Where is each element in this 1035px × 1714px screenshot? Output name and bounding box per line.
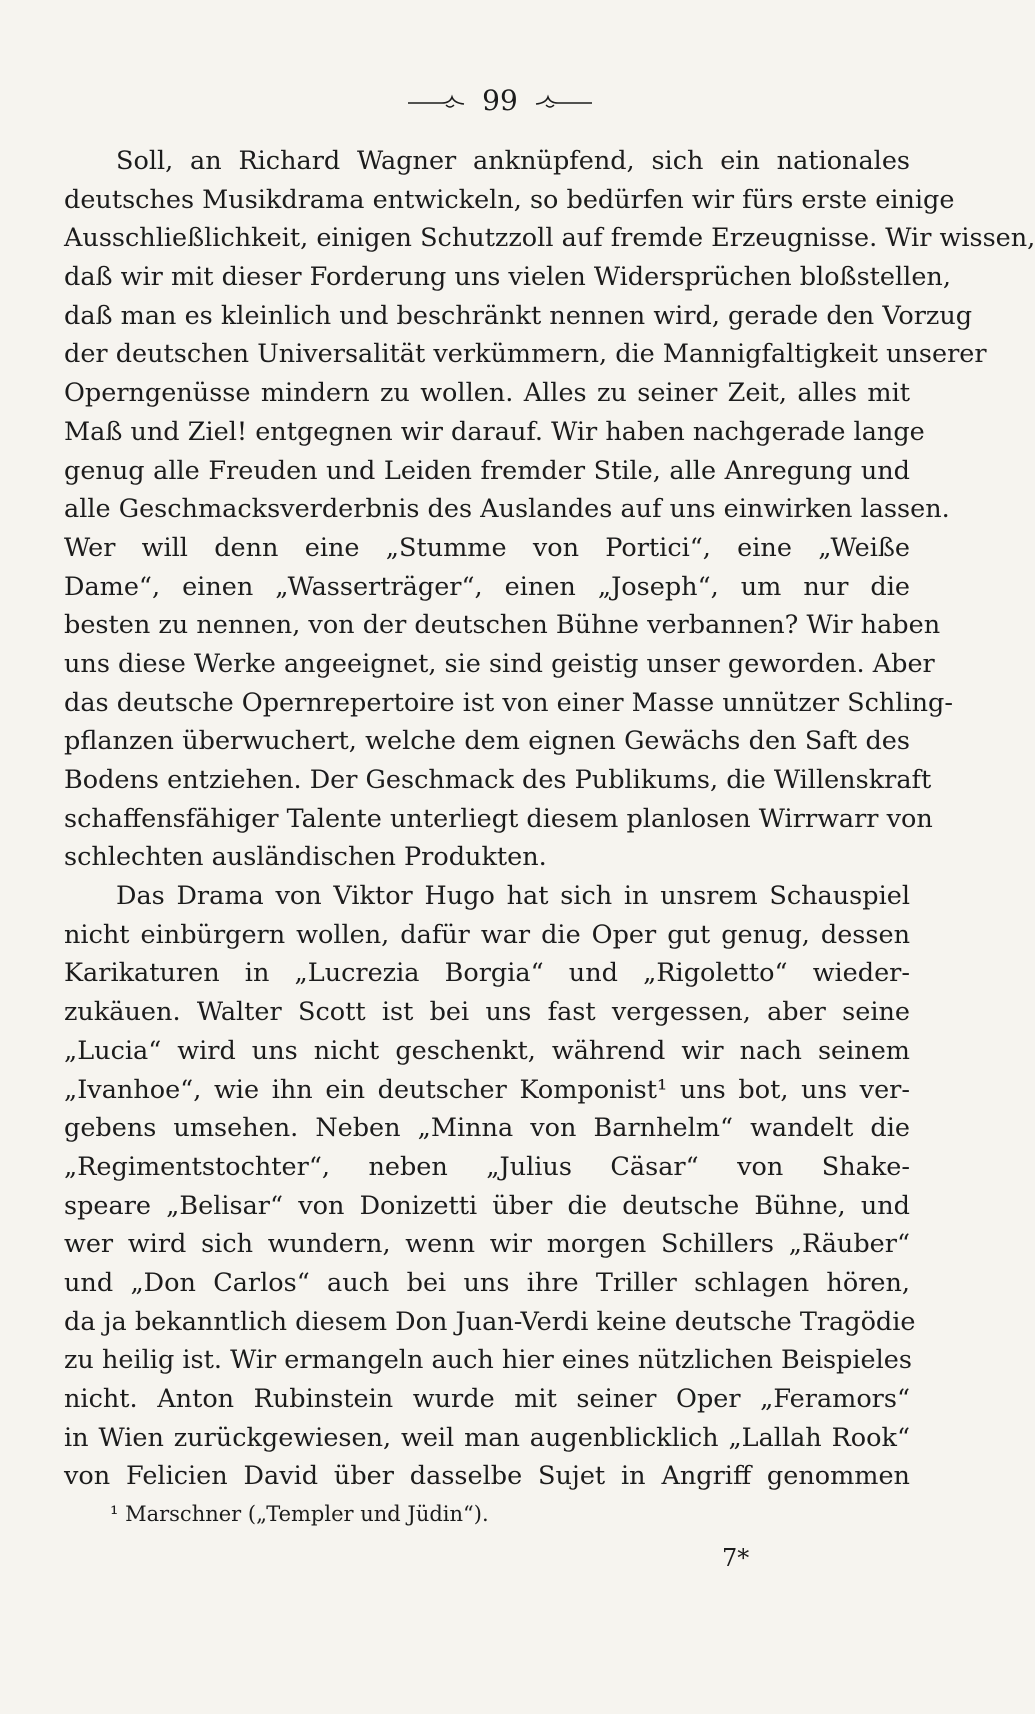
text-line: in Wien zurückgewiesen, weil man augenblicklich „Lallah Rook“ [64, 1422, 910, 1453]
page-number: 99 [482, 84, 518, 117]
text-line: besten zu nennen, von der deutschen Bühne verbannen? Wir haben [64, 610, 941, 641]
text-line: speare „Belisar“ von Donizetti über die deutsche Bühne, und [64, 1190, 910, 1221]
text-line: Dame“, einen „Wasserträger“, einen „Joseph“, um nur die [64, 571, 910, 602]
text-line: deutsches Musikdrama entwickeln, so bedürfen wir fürs erste einige [64, 184, 955, 215]
text-line: „Lucia“ wird uns nicht geschenkt, während wir nach seinem [64, 1035, 910, 1066]
text-line: Bodens entziehen. Der Geschmack des Publikums, die Willenskraft [64, 765, 932, 795]
text-line: schlechten ausländischen Produkten. [64, 842, 547, 873]
text-line: gebens umsehen. Neben „Minna von Barnhelm“ wandelt die [64, 1113, 910, 1144]
text-line: daß man es kleinlich und beschränkt nennen wird, gerade den Vorzug [64, 300, 973, 331]
body-text [64, 142, 1035, 1496]
text-line: das deutsche Opernrepertoire ist von einer Masse unnützer Schling- [64, 687, 953, 718]
signature-mark: 7* [722, 1544, 750, 1572]
left-ornament-icon [406, 91, 466, 111]
text-line: „Regimentstochter“, neben „Julius Cäsar“ von Shake- [64, 1151, 910, 1182]
text-line: Wer will denn eine „Stumme von Portici“, eine „Weiße [64, 532, 910, 563]
text-line: pflanzen überwuchert, welche dem eignen Gewächs den Saft des [64, 726, 910, 757]
text-line: von Felicien David über dasselbe Sujet in Angriff genommen [64, 1461, 910, 1492]
text-line: und „Don Carlos“ auch bei uns ihre Triller schlagen hören, [64, 1267, 910, 1298]
text-line: nicht. Anton Rubinstein wurde mit seiner Oper „Feramors“ [64, 1384, 910, 1414]
text-line: schaffensfähiger Talente unterliegt diesem planlosen Wirrwarr von [64, 803, 933, 834]
text-line: Soll, an Richard Wagner anknüpfend, sich ein nationales [116, 146, 910, 176]
text-line: Maß und Ziel! entgegnen wir darauf. Wir haben nachgerade lange [64, 416, 925, 447]
text-line: Das Drama von Viktor Hugo hat sich in unsrem Schauspiel [116, 881, 910, 912]
text-line: daß wir mit dieser Forderung uns vielen Widersprüchen bloßstellen, [64, 262, 951, 293]
text-line: Ausschließlichkeit, einigen Schutzzoll auf fremde Erzeugnisse. Wir wissen, [64, 223, 1035, 254]
text-line: der deutschen Universalität verkümmern, die Mannigfaltigkeit unserer [64, 339, 987, 370]
text-line: zukäuen. Walter Scott ist bei uns fast vergessen, aber seine [64, 997, 910, 1028]
text-line: uns diese Werke angeeignet, sie sind geistig unser geworden. Aber [64, 648, 935, 679]
text-line: wer wird sich wundern, wenn wir morgen Schillers „Räuber“ [64, 1229, 910, 1260]
page-header [0, 84, 1000, 117]
text-line: Karikaturen in „Lucrezia Borgia“ und „Rigoletto“ wieder- [64, 958, 910, 989]
text-line: „Ivanhoe“, wie ihn ein deutscher Komponist¹ uns bot, uns ver- [64, 1074, 910, 1105]
right-ornament-icon [534, 91, 594, 111]
text-line: nicht einbürgern wollen, dafür war die Oper gut genug, dessen [64, 919, 910, 950]
text-line: genug alle Freuden und Leiden fremder Stile, alle Anregung und [64, 455, 910, 486]
footnote: ¹ Marschner („Templer und Jüdin“). [110, 1502, 489, 1526]
text-line: da ja bekanntlich diesem Don Juan-Verdi keine deutsche Tragödie [64, 1306, 916, 1337]
text-line: Operngenüsse mindern zu wollen. Alles zu seiner Zeit, alles mit [64, 378, 910, 409]
text-line: alle Geschmacksverderbnis des Auslandes auf uns einwirken lassen. [64, 494, 950, 525]
text-line: zu heilig ist. Wir ermangeln auch hier eines nützlichen Beispieles [64, 1345, 912, 1376]
